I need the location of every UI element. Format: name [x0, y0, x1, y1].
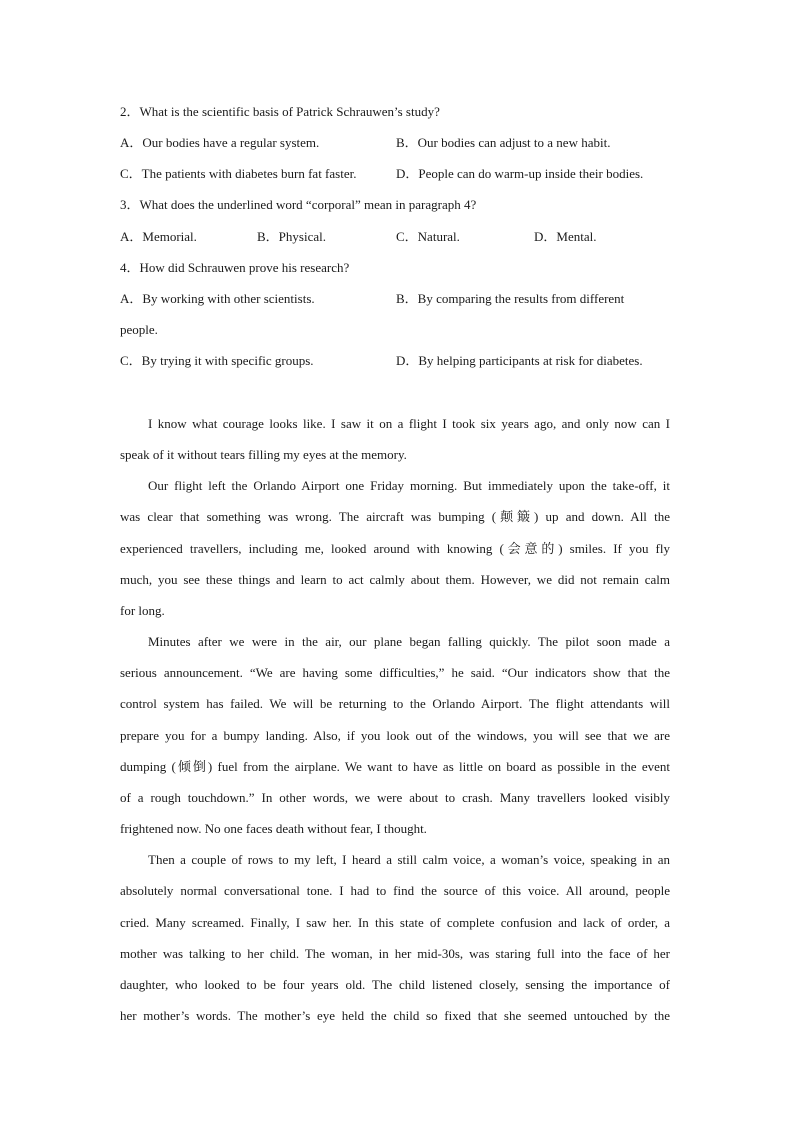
- passage-line: frightened now. No one faces death without fear, I thought.: [120, 821, 427, 836]
- passage-line: cried. Many screamed. Finally, I saw her. In this state of complete confusion and lack of order, a: [120, 915, 670, 930]
- passage-line: absolutely normal conversational tone. I had to find the source of this voice. All around, people: [120, 883, 670, 898]
- passage-line: serious announcement. “We are having some difficulties,” he said. “Our indicators show that the: [120, 665, 670, 680]
- question-4-option-b: B．By comparing the results from different: [396, 291, 625, 306]
- passage-line: speak of it without tears filling my eyes at the memory.: [120, 447, 407, 462]
- passage-line: Then a couple of rows to my left, I heard a still calm voice, a woman’s voice, speaking in an: [148, 852, 670, 867]
- question-4-stem: 4．How did Schrauwen prove his research?: [120, 260, 350, 275]
- passage-line: Our flight left the Orlando Airport one Friday morning. But immediately upon the take-off, it: [148, 478, 670, 493]
- question-2-option-d: D．People can do warm-up inside their bodies.: [396, 166, 644, 181]
- question-4-option-b-continued: people.: [120, 322, 158, 337]
- passage-line: much, you see these things and learn to act calmly about them. However, we did not remain calm: [120, 572, 670, 587]
- passage-line: dumping (倾倒) fuel from the airplane. We want to have as little on board as possible in the event: [120, 759, 670, 774]
- question-3-stem: 3．What does the underlined word “corporal” mean in paragraph 4?: [120, 197, 477, 212]
- question-2-option-b: B．Our bodies can adjust to a new habit.: [396, 135, 611, 150]
- question-3-option-b: B．Physical.: [257, 229, 326, 244]
- passage-line: for long.: [120, 603, 165, 618]
- question-2-option-a: A．Our bodies have a regular system.: [120, 135, 320, 150]
- question-4-option-a: A．By working with other scientists.: [120, 291, 315, 306]
- question-4-option-d: D．By helping participants at risk for diabetes.: [396, 353, 643, 368]
- passage-line: of a rough touchdown.” In other words, we were about to crash. Many travellers looked visibly: [120, 790, 670, 805]
- question-4-option-c: C．By trying it with specific groups.: [120, 353, 314, 368]
- passage-line: was clear that something was wrong. The aircraft was bumping (颠簸) up and down. All the: [120, 509, 670, 524]
- question-2-option-c: C．The patients with diabetes burn fat faster.: [120, 166, 357, 181]
- passage-line: mother was talking to her child. The woman, in her mid-30s, was staring full into the face of her: [120, 946, 670, 961]
- passage-line: control system has failed. We will be returning to the Orlando Airport. The flight attendants will: [120, 696, 670, 711]
- question-3-option-a: A．Memorial.: [120, 229, 197, 244]
- passage-line: Minutes after we were in the air, our plane began falling quickly. The pilot soon made a: [148, 634, 670, 649]
- passage-line: I know what courage looks like. I saw it on a flight I took six years ago, and only now can I: [148, 416, 670, 431]
- question-3-option-d: D．Mental.: [534, 229, 597, 244]
- passage-line: prepare you for a bumpy landing. Also, if you look out of the windows, you will see that we are: [120, 728, 670, 743]
- passage-line: her mother’s words. The mother’s eye held the child so fixed that she seemed untouched by the: [120, 1008, 670, 1023]
- question-2-stem: 2．What is the scientific basis of Patrick Schrauwen’s study?: [120, 104, 440, 119]
- question-3-option-c: C．Natural.: [396, 229, 460, 244]
- passage-line: daughter, who looked to be four years old. The child listened closely, sensing the importance of: [120, 977, 670, 992]
- passage-line: experienced travellers, including me, looked around with knowing (会意的) smiles. If you fly: [120, 541, 670, 556]
